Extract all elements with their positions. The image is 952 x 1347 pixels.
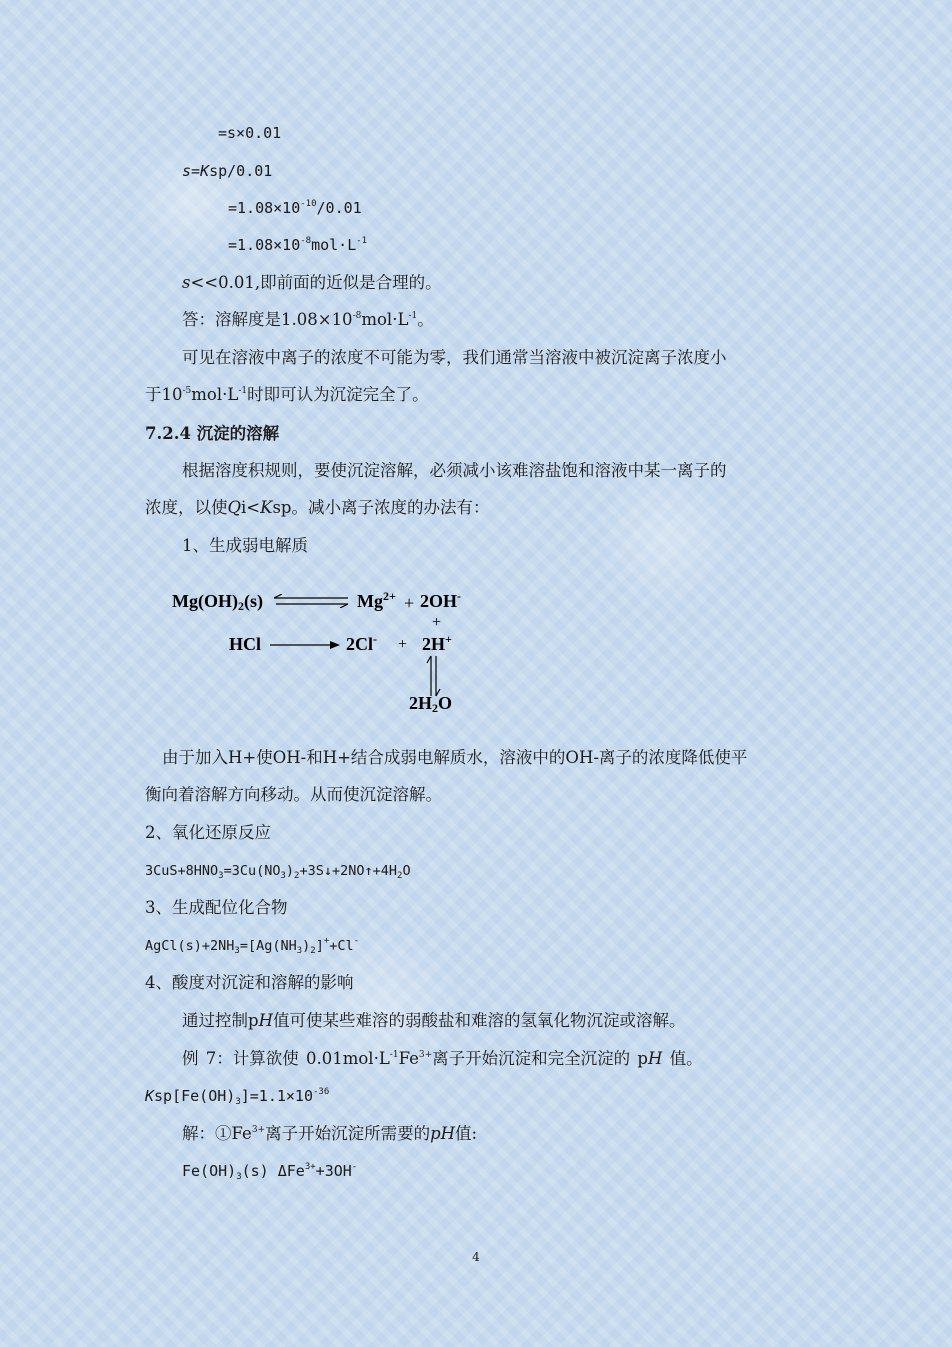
example-line-1: 例 7：计算欲使 $0.01mol\cdot L^{-1}Fe^{3+}$离子开始沉淀和完全沉淀的 pH 值。 (182, 1049, 703, 1068)
vertical-equilibrium-arrow-icon (426, 654, 442, 698)
para3-line-1: 由于加入H+使OH-和H+结合成弱电解质水，溶液中的OH-离子的浓度降低使平 (162, 748, 748, 767)
solution-equation: $Fe(OH)_3(s)$ ΔFe$^{3+}$+3OH- (182, 1162, 358, 1182)
para1-line-1: 可见在溶液中离子的浓度不可能为零，我们通常当溶液中被沉淀离子浓度小 (182, 348, 727, 367)
eq-plus-mid: + (432, 614, 442, 631)
item4-text: 通过控制pH值可使某些难溶的弱酸盐和难溶的氢氧化物沉淀或溶解。 (182, 1011, 686, 1030)
eq-mg-ion: $Mg^{2+}$ (357, 589, 396, 611)
eq-water: $2H_2O$ (409, 693, 453, 715)
solution-line: 解：$①Fe^{3+}$离子开始沉淀所需要的pH值: (182, 1124, 478, 1143)
equilibrium-arrow-icon (272, 594, 352, 608)
item4-label: 4、酸度对沉淀和溶解的影响 (145, 973, 354, 992)
item2-label: 2、氧化还原反应 (145, 823, 271, 842)
eq-hcl: HCl (229, 634, 262, 654)
item1-label: 1、生成弱电解质 (182, 536, 308, 555)
calc-line-2: s=Ksp/0.01 (182, 162, 273, 180)
calc-line-4: $=1.08\times 10^{-8}mol\cdot L^{-1}$ (228, 236, 368, 254)
calc-line-1: =s×0.01 (218, 124, 282, 142)
eq-plus-2: + (398, 636, 408, 653)
calc-line-3: $=1.08\times 10^{-10}/0.01$ (228, 199, 362, 217)
right-arrow-icon (270, 639, 340, 651)
para2-line-2: 浓度，以使Qi<Ksp。减小离子浓度的办法有： (145, 498, 490, 517)
eq-mg-hydroxide: $Mg(OH)_2(s)$ (172, 591, 263, 613)
item3-equation: $AgCl(s)+2NH_3=[Ag(NH_3)_2]^++Cl^-$ (145, 936, 360, 956)
page-number: 4 (472, 1250, 480, 1264)
item3-label: 3、生成配位化合物 (145, 898, 288, 917)
eq-hydrogen-ion: 2H+ (422, 632, 452, 654)
answer-line: 答：溶解度是$1.08\times 10^{-8}mol\cdot L^{-1}$。 (182, 310, 434, 329)
eq-chloride-ion: 2Cl- (346, 632, 377, 654)
eq-hydroxide-ion: 2OH- (420, 589, 462, 611)
para2-line-1: 根据溶度积规则，要使沉淀溶解，必须减小该难溶盐饱和溶液中某一离子的 (182, 461, 727, 480)
item2-equation: $3CuS+8HNO_3=3Cu(NO_3)_2+3S↓+2NO↑+4H_2O$ (145, 863, 411, 881)
para3-line-2: 衡向着溶解方向移动。从而使沉淀溶解。 (145, 785, 442, 804)
para1-line-2: 于$10^{-5}mol\cdot L^{-1}$时即可认为沉淀完全了。 (145, 385, 429, 404)
example-line-2: $Ksp[Fe(OH)_3]=1.1\times 10^{-36}$ (145, 1087, 330, 1107)
eq-plus-1: + (404, 593, 415, 613)
section-heading: 7.2.4 沉淀的溶解 (145, 424, 280, 443)
calc-line-5: s<<0.01,即前面的近似是合理的。 (182, 273, 442, 292)
